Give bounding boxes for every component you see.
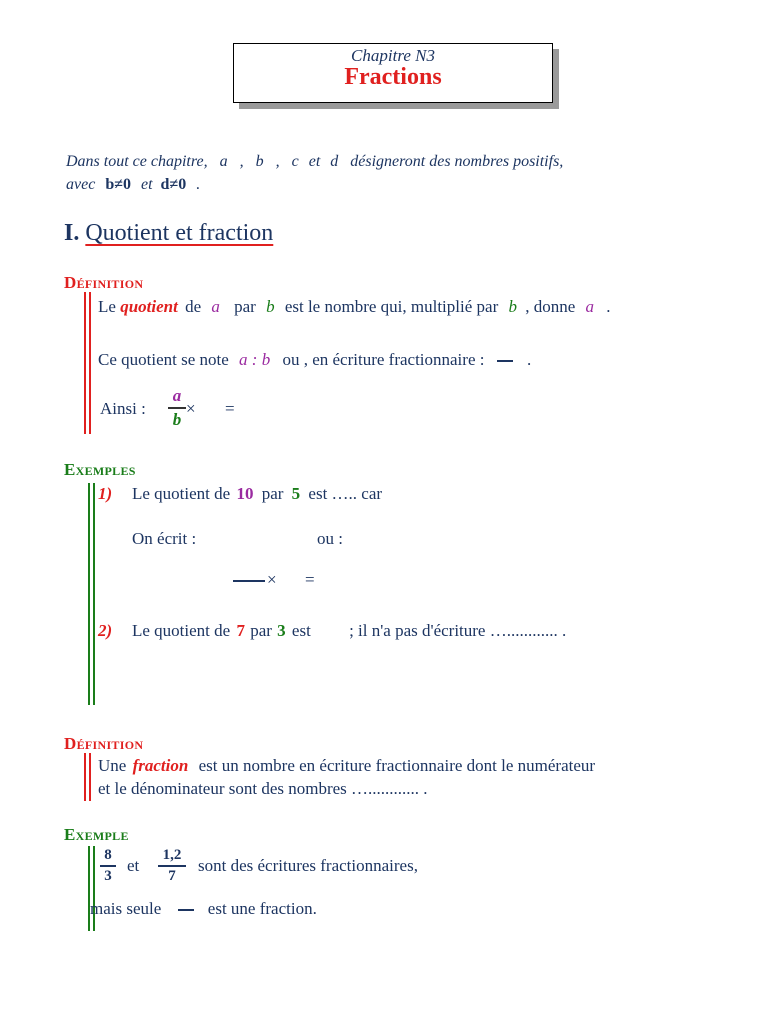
f1-denominator: 3 (104, 867, 112, 884)
f1-bar (100, 865, 116, 867)
def1-ab: a : b (239, 350, 271, 369)
def2-line-2: et le dénominateur sont des nombres …............ . (98, 779, 428, 798)
intro-et2: et (141, 176, 153, 193)
ex2-rest: ; il n'a pas d'écriture …............ . (349, 621, 567, 640)
ex1-rest: est ….. car (308, 484, 383, 503)
intro-line-2 (66, 176, 200, 194)
def1-times: × (186, 399, 196, 418)
f1-numerator: 8 (104, 847, 112, 863)
ex2-est: est (291, 621, 311, 640)
example-1-line (132, 484, 382, 504)
def1-line-2 (98, 350, 531, 370)
fraction-denominator: b (172, 409, 182, 429)
fraction-a-over-b (168, 386, 186, 430)
f2-denominator: 7 (168, 867, 176, 884)
ex1-par: par (261, 484, 284, 503)
def2-une: Une (98, 756, 127, 775)
empty-fraction-bar (497, 360, 513, 362)
example-et: et (127, 856, 140, 875)
intro-text-end: désigneront des nombres positifs, (350, 153, 564, 170)
var-c: c (291, 153, 299, 170)
example-2-line (132, 621, 566, 641)
example-line-1: sont des écritures fractionnaires, (198, 856, 418, 875)
intro-avec: avec (66, 176, 96, 193)
examples-bar-a (88, 483, 90, 705)
section-number: I. (64, 220, 80, 246)
intro-line-1: Dans tout ce chapitre, a , b , c et d désigneront des nombres positifs, (66, 153, 564, 170)
example-est-fraction: est une fraction. (207, 899, 317, 918)
ex1-ou: ou : (317, 529, 343, 548)
example-mais-seule: mais seule (90, 899, 162, 918)
def1-var-a: a (211, 297, 220, 316)
intro-dot: . (196, 176, 201, 193)
definition-bar-2a (84, 753, 86, 801)
ex2-n2: 3 (277, 621, 286, 640)
var-d: d (330, 153, 339, 170)
def1-var-a2: a (585, 297, 595, 316)
example-empty-fraction (178, 909, 194, 911)
fraction-8-over-3 (100, 847, 116, 885)
def1-donne: , donne (525, 297, 576, 316)
def1-dot2: . (526, 350, 532, 369)
var-a: a (219, 153, 228, 170)
fraction-bar (168, 407, 186, 409)
ex2-par: par (250, 621, 272, 640)
fraction-1-2-over-7 (158, 847, 186, 885)
def1-dot: . (606, 297, 611, 316)
def1-ecriture: ou , en écriture fractionnaire : (282, 350, 485, 369)
definition-bar-1b (89, 292, 91, 434)
section-heading (64, 220, 273, 247)
def2-rest: est un nombre en écriture fractionnaire dont le numérateur (198, 756, 596, 775)
def1-var-b: b (266, 297, 275, 316)
chapter-number: Chapitre N3 (351, 46, 435, 65)
def2-line-1 (98, 756, 595, 776)
f2-bar (158, 865, 186, 867)
examples-heading: Exemples (64, 460, 136, 479)
cond-b: b≠0 (105, 176, 131, 193)
def1-de: de (185, 297, 202, 316)
intro-et: et (308, 153, 321, 170)
ex1-empty-fraction-bar (233, 580, 265, 582)
ex1-on-ecrit: On écrit : (132, 529, 197, 548)
def1-par: par (234, 297, 256, 316)
ex1-times: × (267, 570, 277, 589)
chapter-title: Fractions (344, 64, 442, 90)
def1-rest: est le nombre qui, multiplié par (284, 297, 499, 316)
definition-heading-1: Définition (64, 273, 144, 292)
var-b: b (255, 153, 264, 170)
ex2-text: Le quotient de (132, 621, 231, 640)
ex1-equals: = (305, 570, 315, 589)
definition-bar-2b (89, 753, 91, 801)
ex1-n2: 5 (291, 484, 301, 503)
examples-bar-b (93, 483, 95, 705)
example-1-label: 1) (98, 484, 113, 503)
def1-var-b2: b (508, 297, 517, 316)
section-title: Quotient et fraction (85, 220, 274, 246)
def1-ainsi: Ainsi : (100, 399, 146, 418)
chapter-title-box (233, 43, 553, 103)
term-quotient: quotient (120, 297, 178, 316)
intro-text: Dans tout ce chapitre, (66, 153, 208, 170)
def1-line-1 (98, 297, 611, 317)
ex1-n1: 10 (236, 484, 254, 503)
def1-note: Ce quotient se note (98, 350, 229, 369)
def1-le: Le (98, 297, 116, 316)
definition-bar-1a (84, 292, 86, 434)
term-fraction: fraction (132, 756, 189, 775)
example-heading: Exemple (64, 825, 129, 844)
ex1-text: Le quotient de (132, 484, 231, 503)
definition-heading-2: Définition (64, 734, 144, 753)
example-line-2 (90, 899, 317, 919)
ex2-n1: 7 (236, 621, 245, 640)
def1-equals: = (225, 399, 235, 418)
fraction-numerator: a (172, 386, 182, 405)
example-2-label: 2) (98, 621, 113, 640)
f2-numerator: 1,2 (162, 847, 182, 863)
cond-d: d≠0 (160, 176, 187, 193)
